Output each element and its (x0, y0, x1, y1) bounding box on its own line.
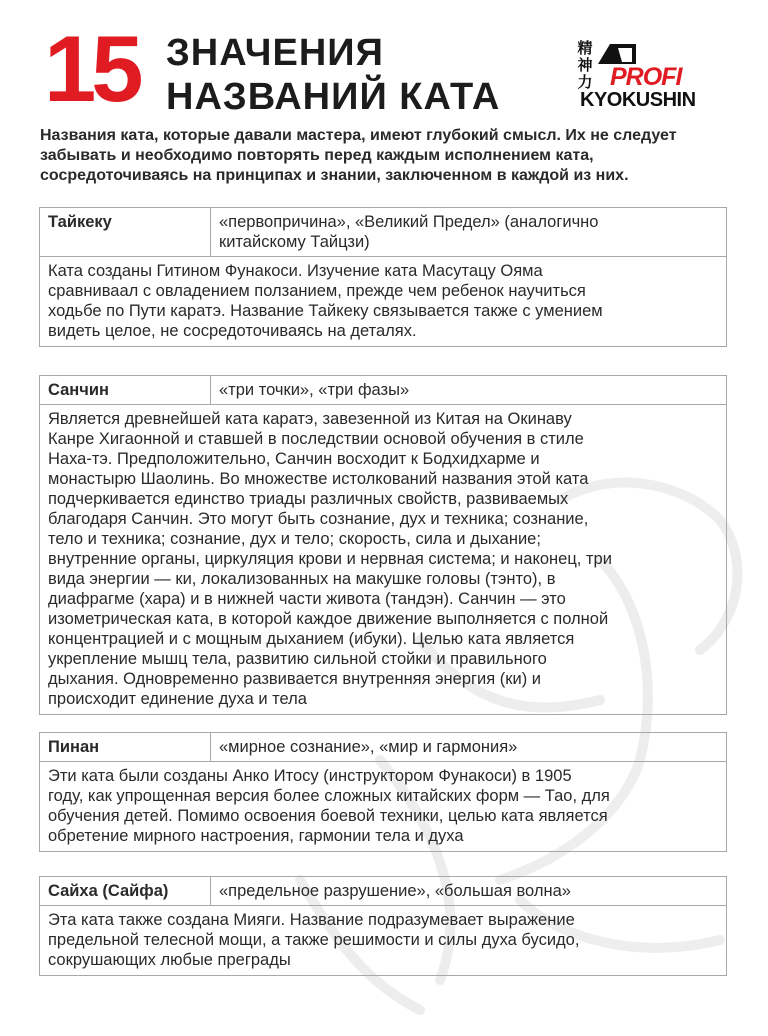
kata-description-line: Эти ката были созданы Анко Итосу (инструктором Фунакоси) в 1905 (48, 767, 572, 785)
kata-description-line: происходит единение духа и тела (48, 690, 307, 708)
kata-description-line: монастырю Шаолинь. Во множестве истолкований названия этой ката (48, 470, 589, 488)
profi-kyokushin-logo (576, 40, 736, 112)
kata-card-header (40, 376, 726, 405)
kata-card-taikeku (39, 207, 727, 347)
kata-meaning-line: «первопричина», «Великий Предел» (аналогично (219, 213, 599, 231)
title-line-1: ЗНАЧЕНИЯ (166, 32, 384, 74)
logo-brand-bottom: KYOKUSHIN (580, 89, 696, 111)
kata-description-line: видеть целое, не сосредоточиваясь на деталях. (48, 322, 417, 340)
kata-description (40, 762, 726, 851)
kata-description (40, 405, 726, 714)
kata-description-line: диафрагме (хара) и в нижней части живота (тандэн). Санчин — это (48, 590, 566, 608)
kata-description-line: сравниваал с овладением ползанием, прежде чем ребенок научиться (48, 282, 586, 300)
kata-card-sanchin (39, 375, 727, 715)
kata-description (40, 257, 726, 346)
kata-description-line: Ката созданы Гитином Фунакоси. Изучение ката Масутацу Ояма (48, 262, 543, 280)
kata-description-line: Эта ката также создана Мияги. Название подразумевает выражение (48, 911, 575, 929)
kata-description-line: обретение мирного настроения, гармонии тела и духа (48, 827, 464, 845)
kata-description-line: дыхания. Одновременно развивается внутренняя энергия (ки) и (48, 670, 541, 688)
kata-meaning-line: «мирное сознание», «мир и гармония» (219, 738, 518, 756)
kata-name: Тайкеку (40, 208, 211, 256)
kata-description-line: концентрацией и с мощным дыханием (ибуки). Целью ката является (48, 630, 575, 648)
kata-description-line: внутренние органы, циркуляция крови и нервная система; и наконец, три (48, 550, 612, 568)
kata-card-pinan (39, 732, 727, 852)
kata-meaning (211, 376, 726, 404)
header (0, 0, 768, 130)
kata-description-line: обучения детей. Помимо освоения боевой техники, целью ката является (48, 807, 608, 825)
kata-description-line: году, как упрощенная версия более сложных китайских форм — Тао, для (48, 787, 610, 805)
kata-card-saiha (39, 876, 727, 976)
kata-name: Пинан (40, 733, 211, 761)
logo-kanji-char: 精 (577, 39, 593, 57)
kata-card-header (40, 208, 726, 257)
kata-meaning (211, 208, 726, 256)
kata-description-line: подчеркивается единство триады различных свойств, развиваемых (48, 490, 569, 508)
kata-card-header (40, 733, 726, 762)
kata-meaning (211, 733, 726, 761)
kata-description-line: изометрическая ката, в которой каждое движение выполняется с полной (48, 610, 609, 628)
kata-description-line: Канре Хигаонной и ставшей в последствии основой обучения в стиле (48, 430, 584, 448)
kata-description-line: ходьбе по Пути каратэ. Название Тайкеку связывается также с умением (48, 302, 603, 320)
intro-line: Названия ката, которые давали мастера, имеют глубокий смысл. Их не следует (40, 127, 677, 144)
logo-kanji (576, 40, 594, 91)
kata-description-line: сокрушающих любые преграды (48, 951, 291, 969)
kata-name: Санчин (40, 376, 211, 404)
kata-meaning-line: «три точки», «три фазы» (219, 381, 410, 399)
kata-description-line: укрепление мышц тела, развитию сильной стойки и правильного (48, 650, 547, 668)
intro-text (40, 126, 740, 186)
kata-description-line: предельной телесной мощи, а также решимости и силы духа бусидо, (48, 931, 580, 949)
kata-description-line: Является древнейшей ката каратэ, завезенной из Китая на Окинаву (48, 410, 572, 428)
intro-line: сосредоточиваясь на принципах и знании, заключенном в каждой из них. (40, 167, 629, 184)
kata-meaning-line: «предельное разрушение», «большая волна» (219, 882, 571, 900)
kata-description-line: Наха-тэ. Предположительно, Санчин восходит к Бодхидхарме и (48, 450, 540, 468)
kata-description-line: тело и техника; сознание, дух и тело; скорость, сила и дыхание; (48, 530, 541, 548)
logo-kanji-char: 神 (577, 56, 593, 74)
kata-description (40, 906, 726, 975)
title-line-2: НАЗВАНИЙ КАТА (166, 76, 501, 118)
kata-description-line: вида энергии — ки, локализованных на макушке головы (тэнто), в (48, 570, 556, 588)
kata-meaning-line: китайскому Тайцзи) (219, 233, 370, 251)
kata-description-line: благодаря Санчин. Это могут быть сознание, дух и техника; сознание, (48, 510, 589, 528)
logo-brand-top: PROFI (610, 63, 682, 91)
kata-name: Сайха (Сайфа) (40, 877, 211, 905)
logo-kanji-char: 力 (577, 73, 593, 91)
kata-meaning (211, 877, 726, 905)
intro-line: забывать и необходимо повторять перед каждым исполнением ката, (40, 147, 594, 164)
headline-number: 15 (44, 16, 139, 121)
page-title (166, 31, 500, 119)
kata-card-header (40, 877, 726, 906)
